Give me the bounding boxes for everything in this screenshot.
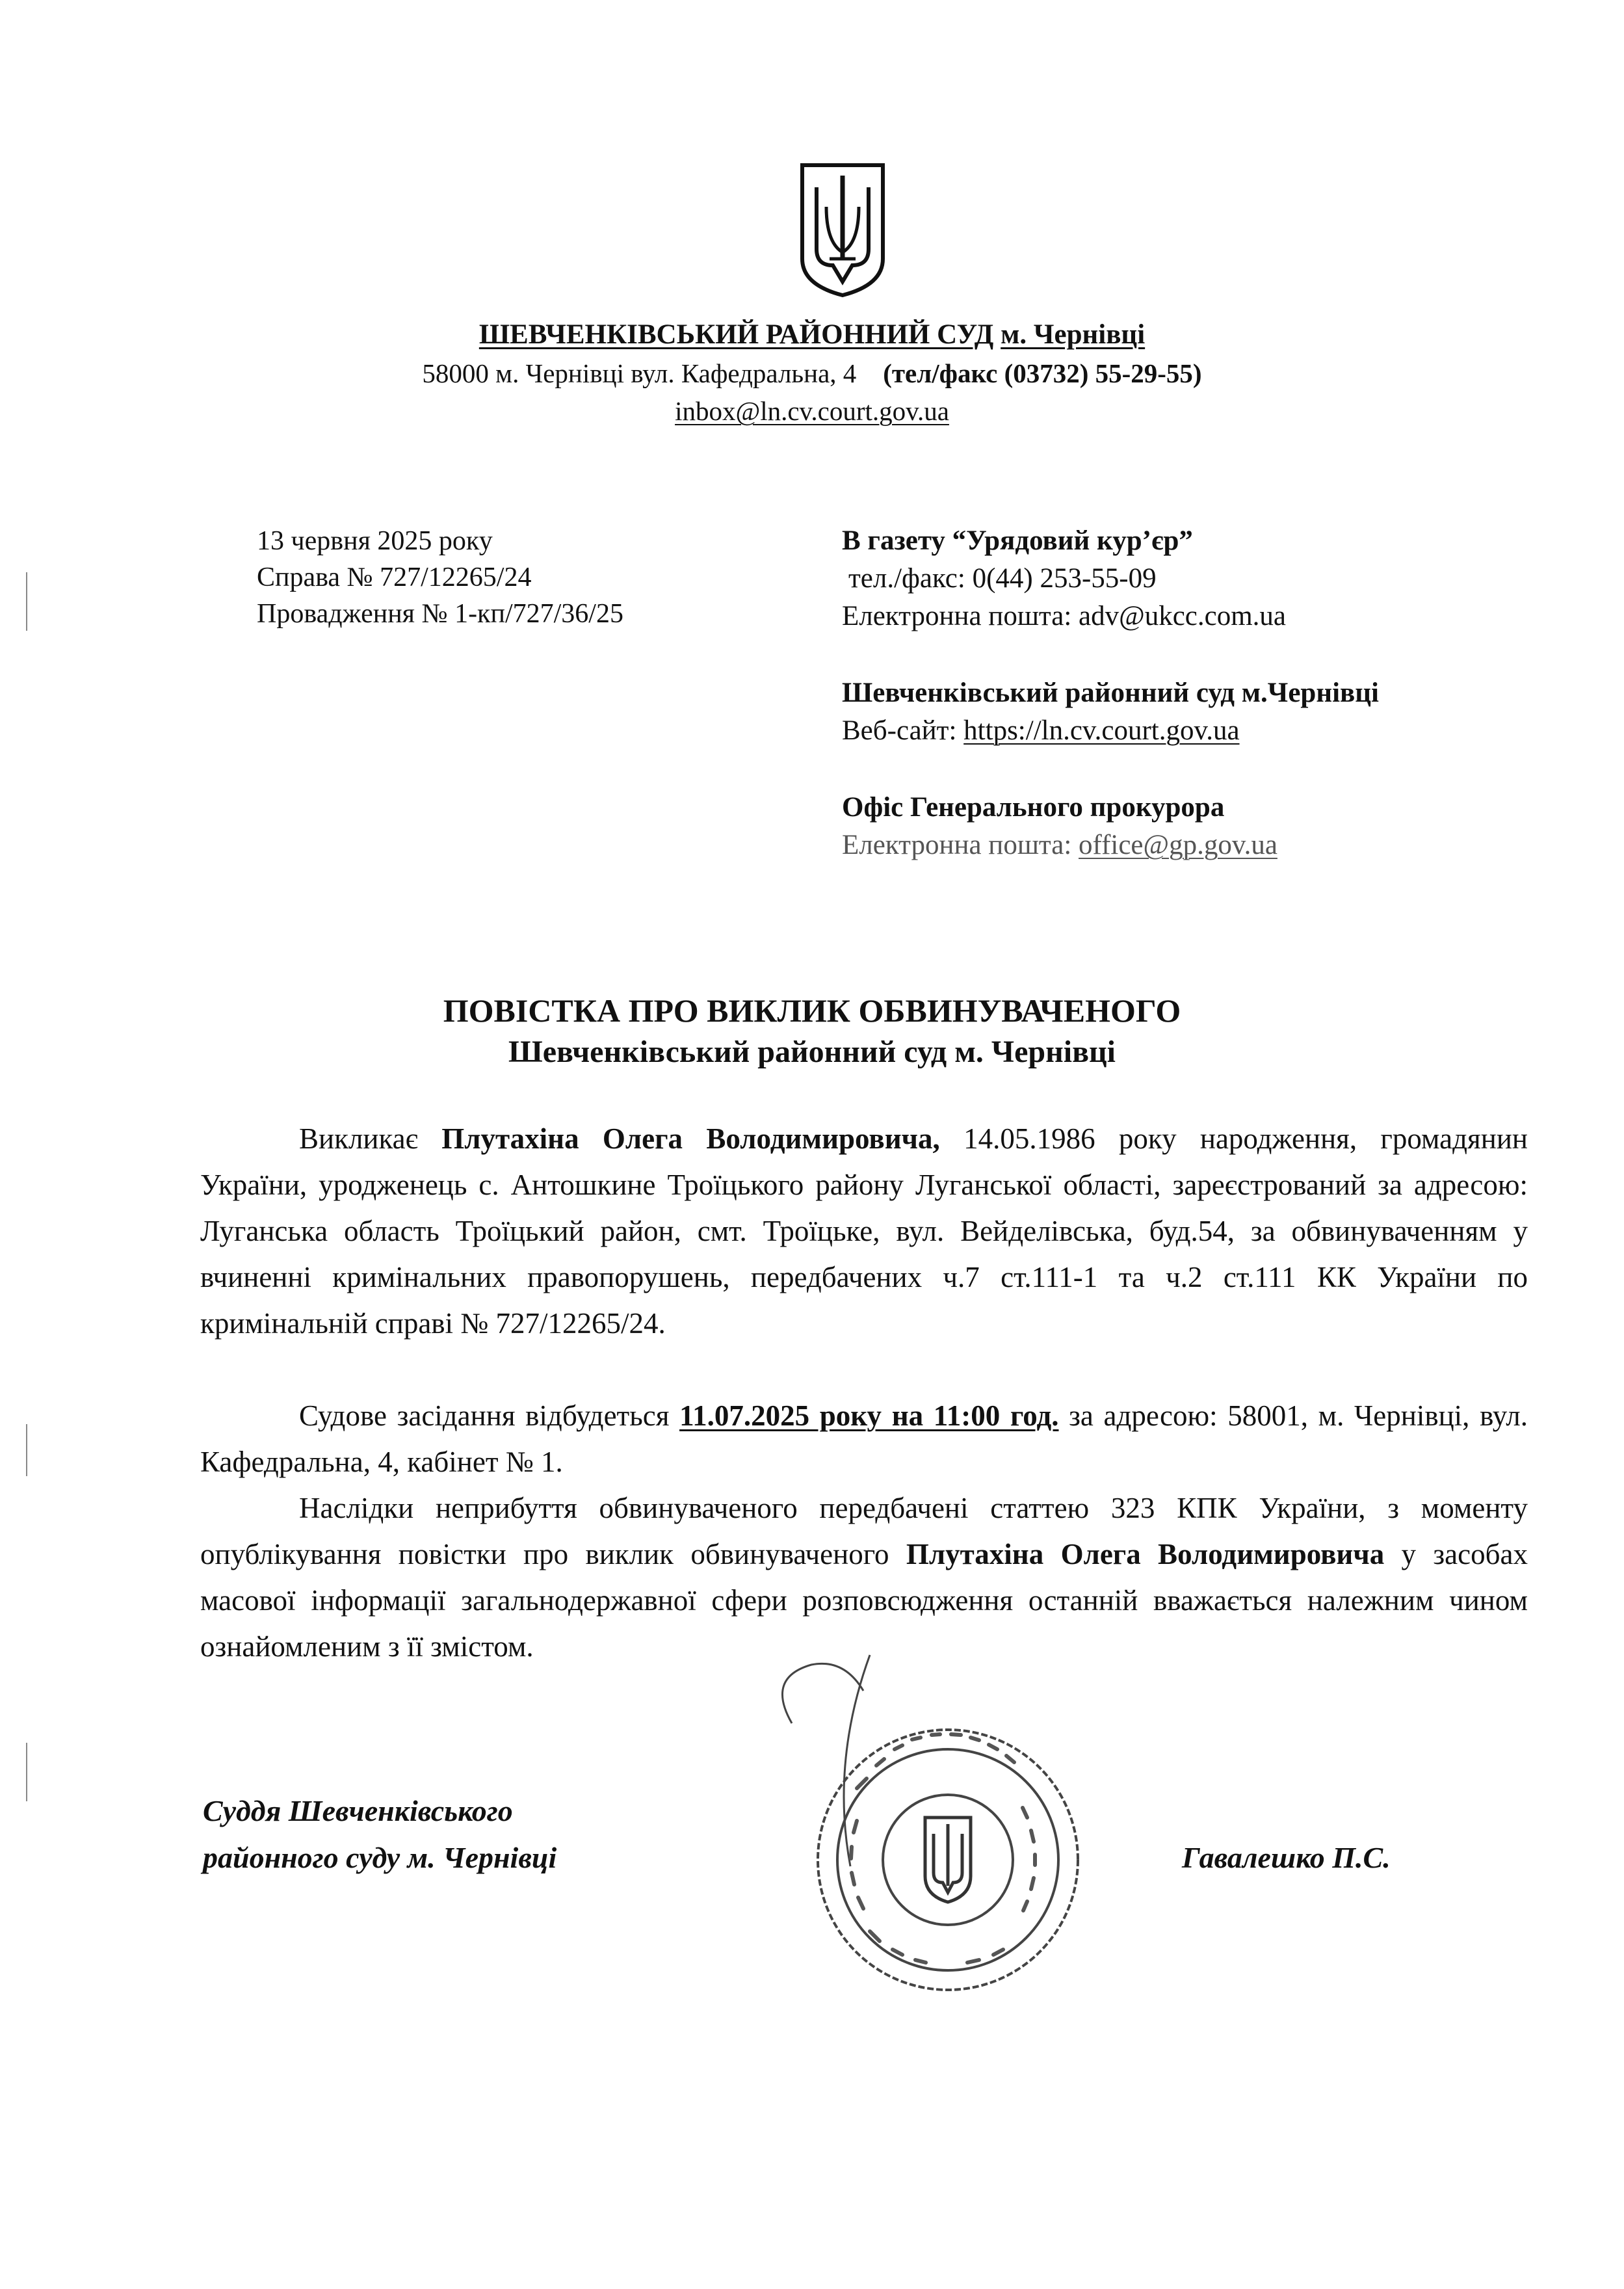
judge-role-line-2: районного суду м. Чернівці: [203, 1841, 557, 1874]
p2-text-b: за адресою: 58001, м. Чернівці, вул. Кафедральна, 4, кабінет № 1.: [200, 1399, 1528, 1478]
p1-text-b: 14.05.1986 року народження, громадянин України, уродженець с. Антошкине Троїцького району Луганської області, зареєстрований за адресою: Луганська область Троїцький район, смт. Троїцьке, вул. Вейделівська, буд.54, за обвинуваченням у вчиненні кримінальних правопорушень, передбачених ч.7 ст.111-1 та ч.2 ст.111 КК України по кримінальній справі № 727/12265/24.: [200, 1122, 1528, 1340]
website-label: Веб-сайт:: [842, 715, 964, 746]
scan-margin-mark: [26, 1424, 27, 1476]
court-seal-stamp: [772, 1652, 1110, 2016]
recipient-2-website-line: [842, 712, 1240, 750]
court-name: ШЕВЧЕНКІВСЬКИЙ РАЙОННИЙ СУД: [478, 319, 994, 350]
court-name-header: [0, 319, 1624, 351]
recipient-3-email-line: [842, 827, 1277, 864]
hearing-date: 11.07.2025 року на 11:00 год.: [679, 1399, 1059, 1432]
court-email-line: [0, 395, 1624, 427]
document-title: ПОВІСТКА ПРО ВИКЛИК ОБВИНУВАЧЕНОГО: [443, 992, 1181, 1029]
document-date: 13 червня 2025 року: [257, 526, 493, 556]
recipient-3-name: Офіс Генерального прокурора: [842, 792, 1225, 823]
p2-text-a: Судове засідання відбудеться: [299, 1399, 680, 1432]
p3-text-b: у засобах масової інформації загальнодержавної сфери розповсюдження останній вважається належним чином ознайомленим з її змістом.: [200, 1538, 1528, 1663]
body-paragraph-1: [200, 1116, 1528, 1347]
p3-text-a: Наслідки неприбуття обвинуваченого передбачені статтею 323 КПК України, з моменту опублікування повістки про виклик обвинуваченого: [200, 1492, 1528, 1570]
accused-name-2: Плутахіна Олега Володимировича: [906, 1538, 1385, 1570]
recipient-1-phone: тел./факс: 0(44) 253-55-09: [848, 563, 1157, 594]
coat-of-arms-icon: [797, 161, 888, 298]
court-address: 58000 м. Чернівці вул. Кафедральна, 4: [422, 358, 857, 388]
body-paragraph-3: [200, 1485, 1528, 1670]
scan-margin-mark: [26, 572, 27, 631]
scan-margin-mark: [26, 1743, 27, 1801]
p1-text-a: Викликає: [299, 1122, 442, 1155]
email-label: Електронна пошта:: [842, 830, 1079, 860]
judge-name: Гавалешко П.С.: [1182, 1841, 1391, 1874]
court-address-line: [0, 358, 1624, 389]
judge-role-line-1: Суддя Шевченківського: [203, 1794, 513, 1827]
website-link[interactable]: https://ln.cv.court.gov.ua: [963, 715, 1240, 746]
court-city: м. Чернівці: [1001, 319, 1146, 350]
court-email-link[interactable]: inbox@ln.cv.court.gov.ua: [675, 396, 949, 426]
accused-name: Плутахіна Олега Володимировича,: [441, 1122, 940, 1155]
case-number: Справа № 727/12265/24: [257, 562, 532, 592]
recipient-1-email: Електронна пошта: adv@ukcc.com.ua: [842, 601, 1287, 631]
prosecutor-email-link[interactable]: office@gp.gov.ua: [1079, 830, 1277, 860]
document-subtitle: Шевченківський районний суд м. Чернівці: [508, 1035, 1116, 1069]
body-paragraph-2: [200, 1393, 1528, 1485]
recipient-2-name: Шевченківський районний суд м.Чернівці: [842, 678, 1379, 708]
proceeding-number: Провадження № 1-кп/727/36/25: [257, 599, 623, 629]
recipient-1-name: В газету “Урядовий кур’єр”: [842, 525, 1193, 556]
court-phone: (тел/факс (03732) 55-29-55): [883, 358, 1202, 388]
